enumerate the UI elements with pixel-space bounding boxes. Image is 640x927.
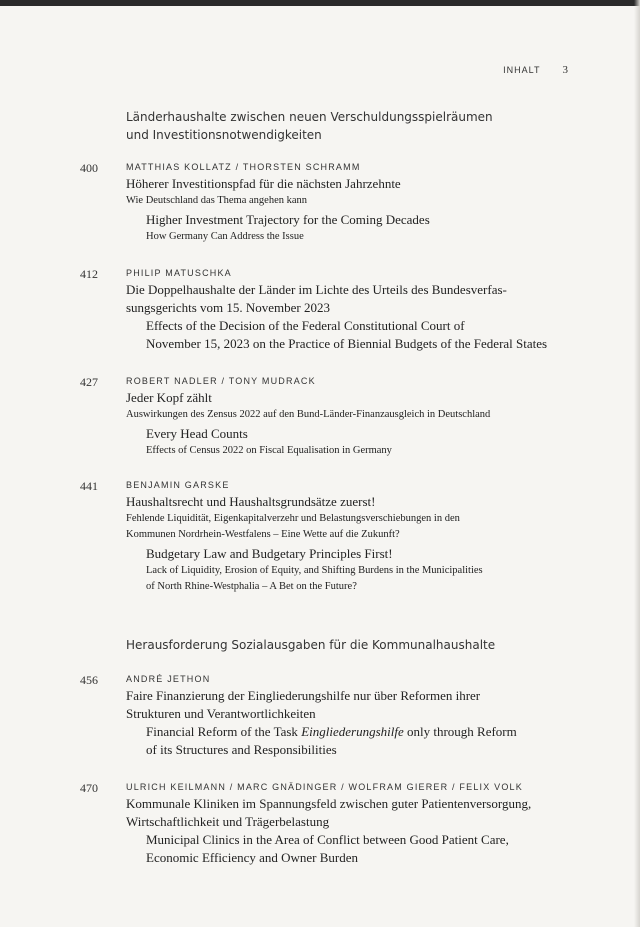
entry-english-title: Municipal Clinics in the Area of Conflict between Good Patient Care, — [146, 832, 509, 847]
entry-page-number: 441 — [80, 479, 98, 493]
toc-entry-441[interactable] — [80, 478, 600, 595]
entry-authors: MATTHIAS KOLLATZ / THORSTEN SCHRAMM — [126, 162, 361, 172]
toc-entry-470[interactable] — [80, 780, 600, 867]
entry-subtitle: Auswirkungen des Zensus 2022 auf den Bund-Länder-Finanzausgleich in Deutschland — [126, 409, 491, 420]
section-heading-line: Herausforderung Sozialausgaben für die Kommunalhaushalte — [126, 638, 496, 652]
section-heading-line: und Investitionsnotwendigkeiten — [126, 128, 322, 142]
entry-title: sungsgerichts vom 15. November 2023 — [126, 300, 331, 315]
entry-english-title: Economic Efficiency and Owner Burden — [146, 850, 359, 865]
toc-entry-400[interactable] — [80, 160, 600, 245]
entry-english-title — [146, 723, 600, 741]
entry-subtitle: Fehlende Liquidität, Eigenkapitalverzehr und Belastungsverschiebungen in den — [126, 513, 460, 524]
entry-authors: ULRICH KEILMANN / MARC GNÄDINGER / WOLFRAM GIERER / FELIX VOLK — [126, 782, 523, 792]
entry-title: Faire Finanzierung der Eingliederungshilfe nur über Reformen ihrer — [126, 688, 481, 703]
header-page-number: 3 — [562, 64, 568, 76]
entry-english-subtitle: Effects of Census 2022 on Fiscal Equalisation in Germany — [146, 445, 392, 456]
entry-subtitle: Kommunen Nordrhein-Westfalens – Eine Wette auf die Zukunft? — [126, 529, 400, 540]
entry-authors: ROBERT NADLER / TONY MUDRACK — [126, 376, 316, 386]
scan-top-edge — [0, 0, 640, 6]
entry-title: Haushaltsrecht und Haushaltsgrundsätze zuerst! — [126, 494, 376, 509]
english-title-italic-term: Eingliederungshilfe — [301, 724, 404, 739]
entry-page-number: 456 — [80, 673, 98, 687]
entry-title: Wirtschaftlichkeit und Trägerbelastung — [126, 814, 330, 829]
entry-title: Strukturen und Verantwortlichkeiten — [126, 706, 316, 721]
entry-english-title: of its Structures and Responsibilities — [146, 742, 337, 757]
entry-title: Jeder Kopf zählt — [126, 390, 212, 405]
section-heading-2 — [126, 636, 596, 654]
entry-authors: PHILIP MATUSCHKA — [126, 268, 232, 278]
entry-page-number: 400 — [80, 161, 98, 175]
toc-entry-427[interactable] — [80, 374, 600, 459]
toc-entry-412[interactable] — [80, 266, 600, 353]
english-title-part: Financial Reform of the Task — [146, 724, 302, 739]
entry-page-number: 412 — [80, 267, 98, 281]
entry-authors: BENJAMIN GARSKE — [126, 480, 230, 490]
entry-page-number: 470 — [80, 781, 98, 795]
section-heading-line: Länderhaushalte zwischen neuen Verschuldungsspielräumen — [126, 110, 493, 124]
entry-english-title: Higher Investment Trajectory for the Coming Decades — [146, 212, 430, 227]
entry-english-subtitle: of North Rhine-Westphalia – A Bet on the Future? — [146, 581, 357, 592]
entry-title: Die Doppelhaushalte der Länder im Lichte des Urteils des Bundesverfas- — [126, 282, 507, 297]
entry-subtitle: Wie Deutschland das Thema angehen kann — [126, 195, 308, 206]
entry-english-title: Effects of the Decision of the Federal Constitutional Court of — [146, 318, 465, 333]
english-title-part: only through Reform — [403, 724, 517, 739]
running-header — [503, 64, 568, 76]
scan-right-edge — [634, 0, 640, 927]
entry-english-subtitle: How Germany Can Address the Issue — [146, 231, 304, 242]
entry-english-subtitle: Lack of Liquidity, Erosion of Equity, and Shifting Burdens in the Municipalities — [146, 565, 483, 576]
entry-title: Kommunale Kliniken im Spannungsfeld zwischen guter Patientenversorgung, — [126, 796, 532, 811]
entry-page-number: 427 — [80, 375, 98, 389]
entry-english-title: Every Head Counts — [146, 426, 248, 441]
section-heading-1 — [126, 108, 596, 144]
toc-entry-456[interactable] — [80, 672, 600, 759]
entry-english-title: Budgetary Law and Budgetary Principles First! — [146, 546, 393, 561]
header-label: INHALT — [503, 65, 541, 75]
entry-title: Höherer Investitionspfad für die nächsten Jahrzehnte — [126, 176, 401, 191]
entry-authors: ANDRÉ JETHON — [126, 674, 211, 684]
entry-english-title: November 15, 2023 on the Practice of Biennial Budgets of the Federal States — [146, 336, 548, 351]
